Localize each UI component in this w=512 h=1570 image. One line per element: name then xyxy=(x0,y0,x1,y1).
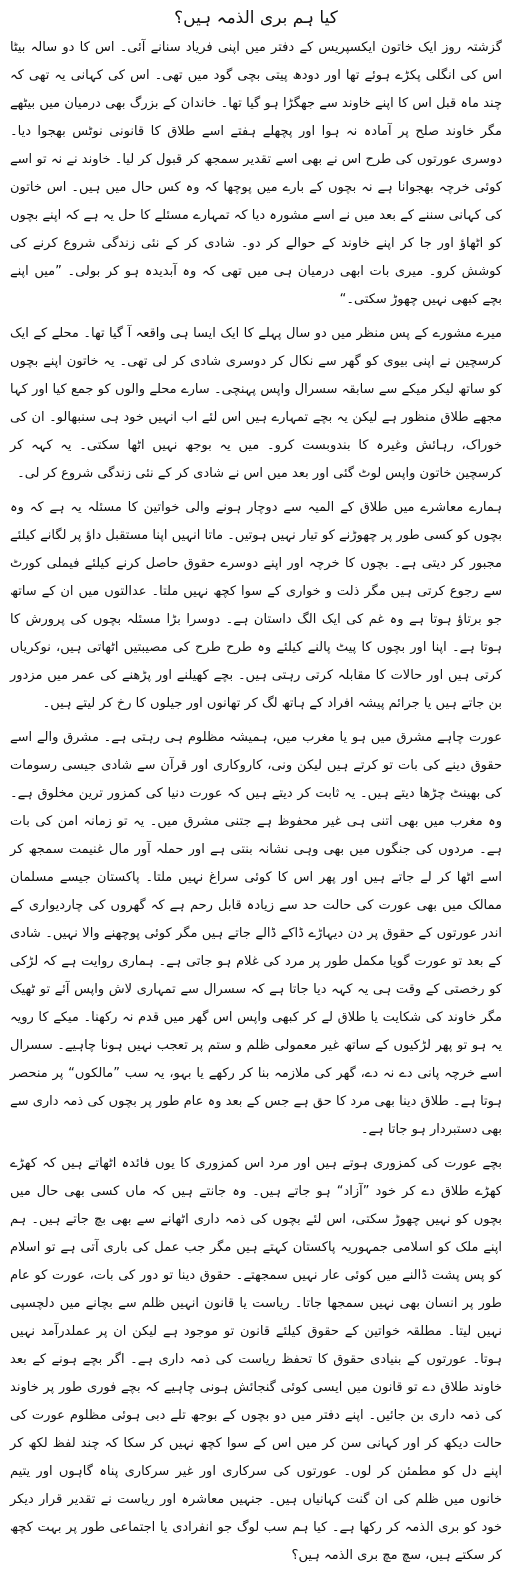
article-paragraph-3: ہمارے معاشرے میں طلاق کے المیہ سے دوچار ہونے والی خواتین کا مسئلہ یہ ہے کہ وہ بچوں کو کسی طور پر چھوڑنے کو تیار نہیں ہوتیں۔ ماتا انہیں اپنا مستقبل داؤ پر لگانے کیلئے مجبور کر دیتی ہے۔ بچوں کا خرچہ اور اپنے دوسرے حقوق حاصل کرنے کیلئے فیملی کورٹ سے رجوع کرتی ہیں مگر ذلت و خواری کے سوا کچھ نہیں ملتا۔ عدالتوں میں ان کے ساتھ جو برتاؤ ہوتا ہے وہ غم کی ایک الگ داستان ہے۔ دوسرا بڑا مسئلہ بچوں کی پرورش کا ہوتا ہے۔ اپنا اور بچوں کا پیٹ پالنے کیلئے وہ طرح طرح کی مصیبتیں اٹھاتی ہیں، نوکریاں کرتی ہیں اور حالات کا مقابلہ کرتی رہتی ہیں۔ بچے کھیلنے اور پڑھنے کی عمر میں مزدور بن جاتے ہیں یا جرائم پیشہ افراد کے ہاتھ لگ کر تھانوں اور جیلوں کا رخ کر لیتے ہیں۔ xyxy=(10,500,502,711)
article-paragraph-4: عورت چاہے مشرق میں ہو یا مغرب میں، ہمیشہ مظلوم ہی رہتی ہے۔ مشرق والے اسے حقوق دینے کی بات تو کرتے ہیں لیکن ونی، کاروکاری اور قرآن سے شادی جیسی رسومات کی بھینٹ چڑھا دیتے ہیں۔ یہ ثابت کر دیتے ہیں کہ عورت دنیا کی کمزور ترین مخلوق ہے۔ وہ مغرب میں بھی اتنی ہی غیر محفوظ ہے جتنی مشرق میں۔ یہ تو زمانہ امن کی بات ہے۔ مردوں کی جنگوں میں بھی وہی نشانہ بنتی ہے اور حملہ آور مال غنیمت سمجھ کر اسے اٹھا کر لے جاتے ہیں اور پھر اس کا کوئی سراغ نہیں ملتا۔ پاکستان جیسے مسلمان ممالک میں بھی عورت کی حالت حد سے زیادہ قابل رحم ہے کہ گھروں کی چاردیواری کے اندر عورتوں کے حقوق پر دن دیہاڑے ڈاکے ڈالے جاتے ہیں مگر کوئی پوچھنے والا نہیں۔ شادی کے بعد تو عورت گویا مکمل طور پر مرد کی غلام ہو جاتی ہے۔ ہماری روایت ہے کہ لڑکی کو رخصتی کے وقت ہی یہ کہہ دیا جاتا ہے کہ سسرال سے تمہاری لاش واپس آئے تو ٹھیک مگر خاوند کی شکایت یا طلاق لے کر کبھی واپس اس گھر میں قدم نہ رکھنا۔ میکے کا رویہ یہ ہو تو پھر لڑکیوں کے ساتھ غیر معمولی ظلم و ستم پر تعجب نہیں ہونا چاہیے۔ سسرال اسے خرچہ پانی دے نہ دے، گھر کی ملازمہ بنا کر رکھے یا بہو، یہ سب ”مالکوں“ پر منحصر ہوتا ہے۔ طلاق دینا بھی مرد کا حق ہے جس کے بعد وہ عام طور پر بچوں کی ذمہ داری سے بھی دستبردار ہو جاتا ہے۔ xyxy=(10,730,502,1137)
article-paragraph-1: گزشتہ روز ایک خاتون ایکسپریس کے دفتر میں اپنی فریاد سنانے آئی۔ اس کا دو سالہ بیٹا اس کی انگلی پکڑے ہوئے تھا اور دودھ پیتی بچی گود میں تھی۔ اس کی کہانی یہ تھی کہ چند ماہ قبل اس کا اپنے خاوند سے جھگڑا ہو گیا تھا۔ خاندان کے بزرگ بھی درمیان میں بیٹھے مگر خاوند صلح پر آمادہ نہ ہوا اور پچھلے ہفتے اسے طلاق کا قانونی نوٹس بھجوا دیا۔ دوسری عورتوں کی طرح اس نے بھی اسے تقدیر سمجھ کر قبول کر لیا۔ خاوند نے نہ تو اسے کوئی خرچہ بھجوانا ہے نہ بچوں کے بارے میں پوچھا کہ وہ کس حال میں ہیں۔ اس خاتون کی کہانی سننے کے بعد میں نے اسے مشورہ دیا کہ تمہارے مسئلے کا حل یہ ہے کہ اپنے بچوں کو اٹھاؤ اور جا کر اپنے خاوند کے حوالے کر دو۔ شادی کر کے نئی زندگی شروع کرنے کی کوشش کرو۔ میری بات ابھی درمیان ہی میں تھی کہ وہ آبدیدہ ہو کر بولی۔ ”میں اپنے بچے کبھی نہیں چھوڑ سکتی۔“ xyxy=(10,40,502,307)
article-title: کیا ہم بری الذمہ ہیں؟ xyxy=(174,8,338,28)
article-paragraph-2: میرے مشورے کے پس منظر میں دو سال پہلے کا ایک ایسا ہی واقعہ آ گیا تھا۔ محلے کے ایک کرسچین نے اپنی بیوی کو گھر سے نکال کر دوسری شادی کر لی تھی۔ یہ خاتون اپنے بچوں کو ساتھ لیکر میکے سے سابقہ سسرال واپس پہنچی۔ سارے محلے والوں کو جمع کیا اور کہا مجھے طلاق منظور ہے لیکن یہ بچے تمہارے ہیں اس لئے اب انہیں خود ہی سنبھالو۔ ان کی خوراک، رہائش وغیرہ کا بندوبست کرو۔ میں یہ بوجھ نہیں اٹھا سکتی۔ یہ کہہ کر کرسچین خاتون واپس لوٹ گئی اور بعد میں اس نے شادی کر کے نئی زندگی شروع کر لی۔ xyxy=(10,326,502,481)
article-paragraph-5: بچے عورت کی کمزوری ہوتے ہیں اور مرد اس کمزوری کا یوں فائدہ اٹھاتے ہیں کہ کھڑے کھڑے طلاق دے کر خود ”آزاد“ ہو جاتے ہیں۔ وہ جانتے ہیں کہ ماں کسی بھی حال میں بچوں کو نہیں چھوڑ سکتی، اس لئے بچوں کی ذمہ داری اٹھانے سے بھی بچ جاتے ہیں۔ ہم اپنے ملک کو اسلامی جمہوریہ پاکستان کہتے ہیں مگر جب عمل کی باری آتی ہے تو اسلام کو پس پشت ڈالنے میں کوئی عار نہیں سمجھتے۔ حقوق دینا تو دور کی بات، عورت کو عام طور پر انسان بھی نہیں سمجھا جاتا۔ ریاست یا قانون انہیں ظلم سے بچانے میں دلچسپی نہیں لیتا۔ مطلقہ خواتین کے حقوق کیلئے قانون تو موجود ہے لیکن ان پر عملدرآمد نہیں ہوتا۔ عورتوں کے بنیادی حقوق کا تحفظ ریاست کی ذمہ داری ہے۔ اگر بچے ہونے کے بعد خاوند طلاق دے تو قانون میں ایسی کوئی گنجائش ہونی چاہیے کہ بچے فوری طور پر خاوند کی ذمہ داری بن جائیں۔ اپنے دفتر میں دو بچوں کے بوجھ تلے دبی ہوئی مظلوم عورت کی حالت دیکھ کر اور کہانی سن کر میں اس کے سوا کچھ نہیں کر سکا کہ چند لفظ لکھ کر اپنے دل کو مطمئن کر لوں۔ عورتوں کی سرکاری اور غیر سرکاری پناہ گاہوں اور یتیم خانوں میں ظلم کی ان گنت کہانیاں ہیں۔ جنہیں معاشرہ اور ریاست نے تقدیر قرار دیکر خود کو بری الذمہ کر رکھا ہے۔ کیا ہم سب لوگ جو انفرادی یا اجتماعی طور پر بہت کچھ کر سکتے ہیں، سچ مچ بری الذمہ ہیں؟ xyxy=(10,1156,502,1563)
